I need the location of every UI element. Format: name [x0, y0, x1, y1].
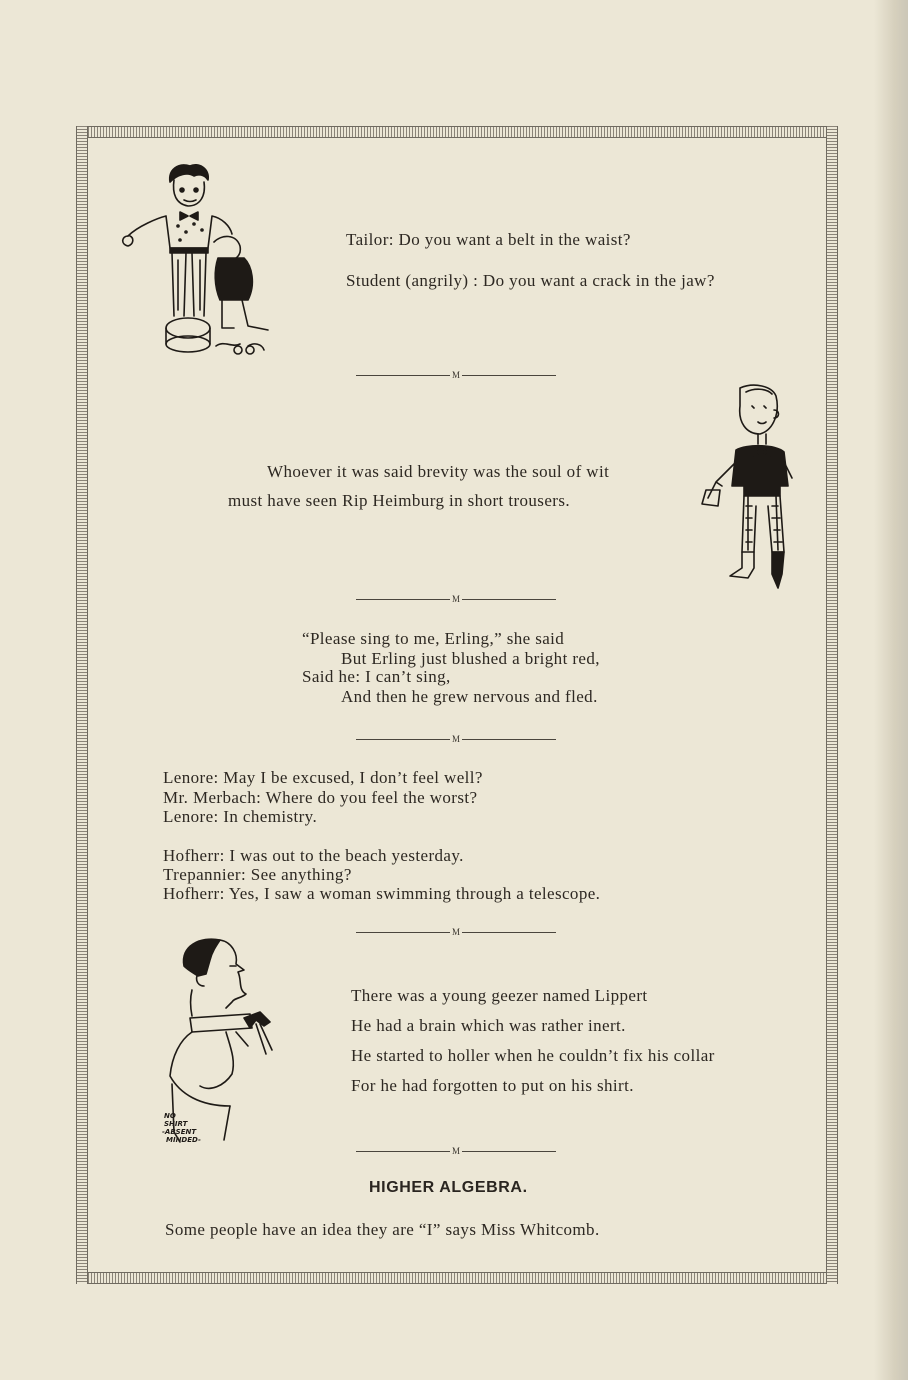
tailor-joke-line-2: Student (angrily) : Do you want a crack in the jaw?: [346, 271, 715, 290]
brevity-joke-line-2: must have seen Rip Heimburg in short trousers.: [228, 491, 570, 510]
brevity-joke-line-1: Whoever it was said brevity was the soul of wit: [267, 462, 610, 481]
caption-line-1: NO: [164, 1112, 176, 1120]
lippert-poem-line-4: For he had forgotten to put on his shirt.: [351, 1076, 634, 1095]
caption-line-2: SHIRT: [164, 1120, 188, 1128]
tailor-joke-line-1: Tailor: Do you want a belt in the waist?: [346, 230, 631, 249]
page-edge-shadow: [874, 0, 908, 1380]
section-divider: [356, 369, 556, 381]
border-bottom: [76, 1272, 838, 1284]
poem-line-1: “Please sing to me, Erling,” she said: [302, 629, 565, 648]
hofherr-joke-line-1: Hofherr: I was out to the beach yesterday.: [163, 846, 464, 865]
poem-line-4: And then he grew nervous and fled.: [341, 687, 598, 706]
boy-in-short-trousers-icon: [696, 382, 796, 592]
hofherr-joke-line-3: Hofherr: Yes, I saw a woman swimming through a telescope.: [163, 884, 601, 903]
lenore-joke-line-1: Lenore: May I be excused, I don’t feel well?: [163, 768, 483, 787]
caption-line-4: MINDED-: [166, 1136, 201, 1144]
poem-line-2: But Erling just blushed a bright red,: [341, 649, 600, 668]
lenore-joke-line-2: Mr. Merbach: Where do you feel the worst?: [163, 788, 478, 807]
man-fixing-collar-icon: [160, 936, 290, 1146]
section-divider: [356, 926, 556, 938]
section-divider: [356, 1145, 556, 1157]
lippert-poem-line-1: There was a young geezer named Lippert: [351, 986, 648, 1005]
algebra-joke-line: Some people have an idea they are “I” says Miss Whitcomb.: [165, 1220, 600, 1239]
divider-mark: M: [452, 927, 461, 937]
higher-algebra-heading: HIGHER ALGEBRA.: [369, 1179, 528, 1196]
border-left: [76, 126, 88, 1284]
tailor-cartoon-icon: [118, 160, 288, 370]
lippert-poem-line-2: He had a brain which was rather inert.: [351, 1016, 626, 1035]
lippert-poem-line-3: He started to holler when he couldn’t fix his collar: [351, 1046, 715, 1065]
border-top: [76, 126, 838, 138]
divider-mark: M: [452, 370, 461, 380]
divider-mark: M: [452, 594, 461, 604]
divider-mark: M: [452, 1146, 461, 1156]
poem-line-3: Said he: I can’t sing,: [302, 667, 451, 686]
lenore-joke-line-3: Lenore: In chemistry.: [163, 807, 318, 826]
caption-line-3: -ABSENT: [162, 1128, 197, 1136]
border-right: [826, 126, 838, 1284]
section-divider: [356, 733, 556, 745]
divider-mark: M: [452, 734, 461, 744]
section-divider: [356, 593, 556, 605]
hofherr-joke-line-2: Trepannier: See anything?: [163, 865, 352, 884]
